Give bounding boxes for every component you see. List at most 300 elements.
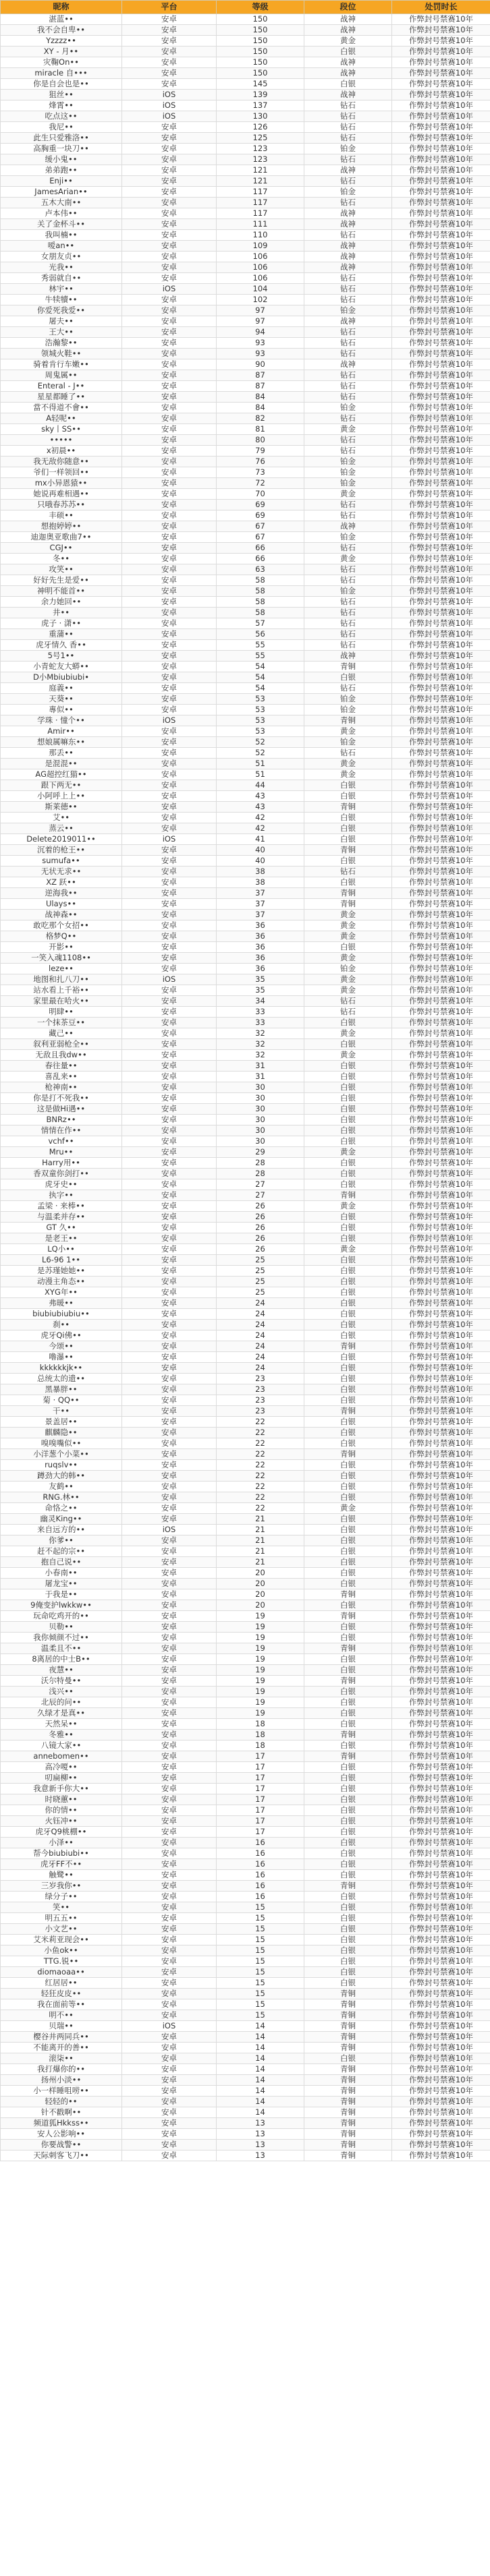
cell-penalty: 作弊封号禁赛10年 — [392, 683, 490, 694]
cell-level: 76 — [217, 457, 304, 467]
table-row — [1, 1050, 490, 1061]
cell-penalty: 作弊封号禁赛10年 — [392, 910, 490, 920]
table-body — [1, 14, 490, 2161]
table-row — [1, 1773, 490, 1784]
cell-platform: iOS — [122, 111, 217, 122]
cell-nickname: 浅兴•• — [1, 1687, 122, 1697]
cell-platform: 安卓 — [122, 1589, 217, 1600]
cell-level: 19 — [217, 1633, 304, 1643]
cell-rank: 钻石 — [304, 748, 392, 759]
cell-rank: 战神 — [304, 262, 392, 273]
cell-level: 53 — [217, 715, 304, 726]
cell-platform: 安卓 — [122, 910, 217, 920]
cell-nickname: 战神森•• — [1, 910, 122, 920]
cell-penalty: 作弊封号禁赛10年 — [392, 1848, 490, 1859]
cell-level: 32 — [217, 1039, 304, 1050]
cell-level: 54 — [217, 683, 304, 694]
cell-nickname: 周鬼属•• — [1, 370, 122, 381]
cell-nickname: 我叫楠•• — [1, 230, 122, 241]
cell-rank: 白银 — [304, 1956, 392, 1967]
cell-rank: 白银 — [304, 1967, 392, 1978]
table-row — [1, 1158, 490, 1169]
cell-rank: 战神 — [304, 25, 392, 36]
cell-nickname: 嗳an•• — [1, 241, 122, 252]
table-row — [1, 359, 490, 370]
cell-platform: 安卓 — [122, 122, 217, 133]
cell-rank: 白银 — [304, 1212, 392, 1223]
table-row — [1, 2010, 490, 2021]
cell-platform: 安卓 — [122, 813, 217, 823]
cell-level: 125 — [217, 133, 304, 144]
cell-penalty: 作弊封号禁赛10年 — [392, 1320, 490, 1330]
cell-penalty: 作弊封号禁赛10年 — [392, 1374, 490, 1384]
table-row — [1, 597, 490, 608]
cell-penalty: 作弊封号禁赛10年 — [392, 25, 490, 36]
column-header-level: 等级 — [217, 1, 304, 14]
cell-penalty: 作弊封号禁赛10年 — [392, 14, 490, 25]
cell-platform: 安卓 — [122, 165, 217, 176]
cell-rank: 白银 — [304, 856, 392, 867]
cell-penalty: 作弊封号禁赛10年 — [392, 1277, 490, 1287]
cell-platform: 安卓 — [122, 1190, 217, 1201]
cell-rank: 青铜 — [304, 1449, 392, 1460]
table-row — [1, 1784, 490, 1794]
cell-rank: 白银 — [304, 1169, 392, 1179]
cell-nickname: 八镜大家•• — [1, 1740, 122, 1751]
cell-penalty: 作弊封号禁赛10年 — [392, 1978, 490, 1989]
cell-penalty: 作弊封号禁赛10年 — [392, 273, 490, 284]
cell-nickname: 我尼•• — [1, 122, 122, 133]
cell-platform: 安卓 — [122, 2097, 217, 2107]
table-row — [1, 564, 490, 575]
cell-level: 139 — [217, 90, 304, 100]
cell-platform: 安卓 — [122, 1546, 217, 1557]
cell-platform: 安卓 — [122, 2129, 217, 2140]
cell-penalty: 作弊封号禁赛10年 — [392, 694, 490, 705]
cell-nickname: 噜瀑•• — [1, 1352, 122, 1363]
cell-nickname: 天然呆•• — [1, 1719, 122, 1730]
table-row — [1, 1320, 490, 1330]
cell-platform: 安卓 — [122, 1255, 217, 1266]
cell-rank: 白银 — [304, 1535, 392, 1546]
cell-platform: 安卓 — [122, 133, 217, 144]
cell-level: 123 — [217, 154, 304, 165]
cell-nickname: 你爱死我爱•• — [1, 305, 122, 316]
table-row — [1, 672, 490, 683]
cell-level: 18 — [217, 1740, 304, 1751]
cell-level: 20 — [217, 1589, 304, 1600]
cell-level: 15 — [217, 1935, 304, 1945]
cell-platform: 安卓 — [122, 726, 217, 737]
cell-platform: 安卓 — [122, 273, 217, 284]
cell-level: 30 — [217, 1125, 304, 1136]
table-row — [1, 2032, 490, 2043]
cell-nickname: 想抱婷婷•• — [1, 521, 122, 532]
cell-level: 20 — [217, 1579, 304, 1589]
cell-penalty: 作弊封号禁赛10年 — [392, 413, 490, 424]
cell-nickname: 斯莱德•• — [1, 802, 122, 813]
cell-rank: 白银 — [304, 780, 392, 791]
cell-nickname: 今颂•• — [1, 1341, 122, 1352]
cell-nickname: 小文艺•• — [1, 1924, 122, 1935]
cell-penalty: 作弊封号禁赛10年 — [392, 122, 490, 133]
cell-level: 87 — [217, 370, 304, 381]
cell-rank: 铂金 — [304, 705, 392, 715]
cell-penalty: 作弊封号禁赛10年 — [392, 392, 490, 403]
cell-platform: 安卓 — [122, 1773, 217, 1784]
table-row — [1, 262, 490, 273]
cell-nickname: 站水看上千裕•• — [1, 985, 122, 996]
cell-nickname: TTG.锐•• — [1, 1956, 122, 1967]
cell-platform: 安卓 — [122, 381, 217, 392]
cell-platform: 安卓 — [122, 1115, 217, 1125]
table-row — [1, 154, 490, 165]
cell-level: 16 — [217, 1838, 304, 1848]
cell-platform: 安卓 — [122, 1330, 217, 1341]
table-row — [1, 1309, 490, 1320]
cell-penalty: 作弊封号禁赛10年 — [392, 381, 490, 392]
cell-penalty: 作弊封号禁赛10年 — [392, 327, 490, 338]
cell-nickname: 牛犊犢•• — [1, 295, 122, 305]
cell-nickname: 扬州小淡•• — [1, 2075, 122, 2086]
cell-rank: 钻石 — [304, 618, 392, 629]
cell-nickname: 星星都睡了•• — [1, 392, 122, 403]
cell-rank: 战神 — [304, 651, 392, 662]
cell-nickname: Harry用•• — [1, 1158, 122, 1169]
cell-nickname: L6-96 1•• — [1, 1255, 122, 1266]
table-row — [1, 1816, 490, 1827]
cell-level: 126 — [217, 122, 304, 133]
cell-penalty: 作弊封号禁赛10年 — [392, 510, 490, 521]
cell-platform: 安卓 — [122, 1125, 217, 1136]
cell-rank: 白银 — [304, 672, 392, 683]
cell-level: 33 — [217, 1018, 304, 1028]
cell-penalty: 作弊封号禁赛10年 — [392, 100, 490, 111]
cell-platform: 安卓 — [122, 1050, 217, 1061]
cell-nickname: 小青蛇友大蟒•• — [1, 662, 122, 672]
cell-level: 15 — [217, 1945, 304, 1956]
cell-platform: 安卓 — [122, 2064, 217, 2075]
table-row — [1, 737, 490, 748]
cell-rank: 白银 — [304, 47, 392, 57]
cell-rank: 钻石 — [304, 608, 392, 618]
cell-rank: 铂金 — [304, 403, 392, 413]
cell-rank: 白银 — [304, 823, 392, 834]
cell-nickname: 攻笑•• — [1, 564, 122, 575]
cell-nickname: 跟下两无•• — [1, 780, 122, 791]
cell-penalty: 作弊封号禁赛10年 — [392, 489, 490, 500]
cell-level: 58 — [217, 586, 304, 597]
cell-nickname: 关了金杯斗•• — [1, 219, 122, 230]
cell-nickname: CGJ•• — [1, 543, 122, 554]
cell-penalty: 作弊封号禁赛10年 — [392, 1762, 490, 1773]
cell-level: 43 — [217, 791, 304, 802]
cell-penalty: 作弊封号禁赛10年 — [392, 1838, 490, 1848]
cell-nickname: 庭義•• — [1, 683, 122, 694]
cell-penalty: 作弊封号禁赛10年 — [392, 1892, 490, 1902]
cell-platform: 安卓 — [122, 920, 217, 931]
cell-nickname: 沉着的枪王•• — [1, 845, 122, 856]
cell-platform: 安卓 — [122, 532, 217, 543]
cell-platform: 安卓 — [122, 705, 217, 715]
cell-penalty: 作弊封号禁赛10年 — [392, 1913, 490, 1924]
cell-rank: 青铜 — [304, 1643, 392, 1654]
cell-rank: 白银 — [304, 1838, 392, 1848]
table-row — [1, 284, 490, 295]
cell-platform: 安卓 — [122, 413, 217, 424]
cell-penalty: 作弊封号禁赛10年 — [392, 1298, 490, 1309]
cell-rank: 黄金 — [304, 36, 392, 47]
cell-platform: 安卓 — [122, 769, 217, 780]
cell-penalty: 作弊封号禁赛10年 — [392, 1633, 490, 1643]
cell-platform: 安卓 — [122, 1881, 217, 1892]
cell-platform: 安卓 — [122, 1633, 217, 1643]
cell-nickname: 是苏瑾她她•• — [1, 1266, 122, 1277]
cell-penalty: 作弊封号禁赛10年 — [392, 424, 490, 435]
cell-platform: 安卓 — [122, 996, 217, 1007]
cell-penalty: 作弊封号禁赛10年 — [392, 467, 490, 478]
cell-rank: 白银 — [304, 1266, 392, 1277]
cell-nickname: 吃点这•• — [1, 111, 122, 122]
cell-platform: 安卓 — [122, 877, 217, 888]
cell-level: 15 — [217, 2010, 304, 2021]
cell-platform: iOS — [122, 100, 217, 111]
cell-rank: 钻石 — [304, 575, 392, 586]
cell-level: 22 — [217, 1460, 304, 1471]
cell-rank: 白银 — [304, 1072, 392, 1082]
cell-nickname: 虎牙Q9桃棚•• — [1, 1827, 122, 1838]
cell-rank: 青铜 — [304, 1881, 392, 1892]
table-row — [1, 705, 490, 715]
cell-nickname: 天葵•• — [1, 694, 122, 705]
cell-penalty: 作弊封号禁赛10年 — [392, 1352, 490, 1363]
table-row — [1, 1007, 490, 1018]
cell-level: 25 — [217, 1287, 304, 1298]
cell-platform: 安卓 — [122, 1374, 217, 1384]
cell-rank: 钻石 — [304, 543, 392, 554]
cell-rank: 白银 — [304, 1255, 392, 1266]
cell-platform: 安卓 — [122, 543, 217, 554]
cell-penalty: 作弊封号禁赛10年 — [392, 1546, 490, 1557]
cell-rank: 钻石 — [304, 640, 392, 651]
cell-platform: 安卓 — [122, 899, 217, 910]
cell-platform: 安卓 — [122, 219, 217, 230]
cell-nickname: 开影•• — [1, 942, 122, 953]
cell-platform: 安卓 — [122, 1870, 217, 1881]
table-row — [1, 823, 490, 834]
cell-rank: 白银 — [304, 1298, 392, 1309]
table-row — [1, 791, 490, 802]
table-row — [1, 1018, 490, 1028]
table-row — [1, 1881, 490, 1892]
cell-penalty: 作弊封号禁赛10年 — [392, 1557, 490, 1568]
cell-rank: 白银 — [304, 1471, 392, 1482]
cell-nickname: 小春南•• — [1, 1568, 122, 1579]
cell-level: 27 — [217, 1190, 304, 1201]
table-row — [1, 1201, 490, 1212]
table-row — [1, 1417, 490, 1428]
cell-rank: 白银 — [304, 1924, 392, 1935]
cell-platform: iOS — [122, 715, 217, 726]
cell-penalty: 作弊封号禁赛10年 — [392, 672, 490, 683]
cell-penalty: 作弊封号禁赛10年 — [392, 899, 490, 910]
cell-rank: 白银 — [304, 1784, 392, 1794]
cell-nickname: 樱谷井两同兵•• — [1, 2032, 122, 2043]
cell-penalty: 作弊封号禁赛10年 — [392, 2150, 490, 2161]
cell-level: 19 — [217, 1687, 304, 1697]
cell-level: 70 — [217, 489, 304, 500]
cell-level: 25 — [217, 1266, 304, 1277]
table-row — [1, 349, 490, 359]
cell-rank: 白银 — [304, 1902, 392, 1913]
cell-rank: 钻石 — [304, 198, 392, 208]
cell-platform: 安卓 — [122, 14, 217, 25]
table-row — [1, 1061, 490, 1072]
cell-rank: 钻石 — [304, 867, 392, 877]
cell-rank: 白银 — [304, 1935, 392, 1945]
cell-level: 14 — [217, 2043, 304, 2053]
cell-level: 22 — [217, 1471, 304, 1482]
cell-rank: 白银 — [304, 791, 392, 802]
cell-platform: 安卓 — [122, 964, 217, 974]
table-row — [1, 920, 490, 931]
cell-nickname: 屠夫•• — [1, 316, 122, 327]
cell-penalty: 作弊封号禁赛10年 — [392, 1428, 490, 1438]
cell-nickname: 温柔且不•• — [1, 1643, 122, 1654]
cell-nickname: 湛蓝•• — [1, 14, 122, 25]
table-row — [1, 1482, 490, 1492]
cell-penalty: 作弊封号禁赛10年 — [392, 1384, 490, 1395]
cell-level: 36 — [217, 964, 304, 974]
cell-penalty: 作弊封号禁赛10年 — [392, 1190, 490, 1201]
cell-platform: 安卓 — [122, 1028, 217, 1039]
cell-penalty: 作弊封号禁赛10年 — [392, 618, 490, 629]
cell-platform: 安卓 — [122, 435, 217, 446]
cell-penalty: 作弊封号禁赛10年 — [392, 1503, 490, 1514]
cell-penalty: 作弊封号禁赛10年 — [392, 543, 490, 554]
cell-nickname: 骑着肯行车嫩•• — [1, 359, 122, 370]
table-row — [1, 1460, 490, 1471]
cell-rank: 白银 — [304, 1708, 392, 1719]
table-row — [1, 316, 490, 327]
table-row — [1, 1352, 490, 1363]
cell-penalty: 作弊封号禁赛10年 — [392, 154, 490, 165]
table-row — [1, 1579, 490, 1589]
cell-rank: 黄金 — [304, 1050, 392, 1061]
table-row — [1, 1287, 490, 1298]
cell-level: 55 — [217, 640, 304, 651]
cell-nickname: 领城火鞋•• — [1, 349, 122, 359]
cell-platform: 安卓 — [122, 1643, 217, 1654]
cell-nickname: 火钰冲•• — [1, 1816, 122, 1827]
table-row — [1, 1147, 490, 1158]
cell-nickname: 命恪之•• — [1, 1503, 122, 1514]
cell-platform: 安卓 — [122, 651, 217, 662]
cell-rank: 白银 — [304, 1697, 392, 1708]
cell-nickname: 北辰的问•• — [1, 1697, 122, 1708]
cell-rank: 白银 — [304, 1525, 392, 1535]
cell-platform: 安卓 — [122, 575, 217, 586]
cell-nickname: JamesArian•• — [1, 187, 122, 198]
cell-nickname: 神明不能首•• — [1, 586, 122, 597]
table-row — [1, 2086, 490, 2097]
cell-nickname: 蹲劲大的韩•• — [1, 1471, 122, 1482]
table-row — [1, 327, 490, 338]
cell-platform: 安卓 — [122, 2140, 217, 2150]
table-row — [1, 1179, 490, 1190]
cell-nickname: 与温柔并存•• — [1, 1212, 122, 1223]
cell-rank: 白银 — [304, 1870, 392, 1881]
cell-level: 66 — [217, 543, 304, 554]
cell-level: 26 — [217, 1212, 304, 1223]
cell-nickname: 重蒲•• — [1, 629, 122, 640]
cell-platform: 安卓 — [122, 662, 217, 672]
table-row — [1, 1622, 490, 1633]
cell-penalty: 作弊封号禁赛10年 — [392, 47, 490, 57]
cell-penalty: 作弊封号禁赛10年 — [392, 629, 490, 640]
cell-level: 69 — [217, 510, 304, 521]
cell-level: 56 — [217, 629, 304, 640]
cell-nickname: 高胸重一块刀•• — [1, 144, 122, 154]
table-row — [1, 1212, 490, 1223]
cell-level: 22 — [217, 1503, 304, 1514]
cell-penalty: 作弊封号禁赛10年 — [392, 974, 490, 985]
table-row — [1, 1266, 490, 1277]
cell-rank: 白银 — [304, 1740, 392, 1751]
cell-level: 24 — [217, 1352, 304, 1363]
cell-rank: 钻石 — [304, 273, 392, 284]
cell-penalty: 作弊封号禁赛10年 — [392, 888, 490, 899]
cell-level: 26 — [217, 1244, 304, 1255]
table-row — [1, 1341, 490, 1352]
cell-level: 52 — [217, 737, 304, 748]
cell-nickname: Amir•• — [1, 726, 122, 737]
table-row — [1, 2150, 490, 2161]
cell-platform: 安卓 — [122, 2032, 217, 2043]
cell-level: 37 — [217, 910, 304, 920]
cell-nickname: 你要战警•• — [1, 2140, 122, 2150]
cell-rank: 白银 — [304, 1136, 392, 1147]
cell-rank: 青铜 — [304, 899, 392, 910]
cell-level: 15 — [217, 1956, 304, 1967]
cell-penalty: 作弊封号禁赛10年 — [392, 2129, 490, 2140]
cell-penalty: 作弊封号禁赛10年 — [392, 176, 490, 187]
cell-platform: 安卓 — [122, 1341, 217, 1352]
cell-platform: 安卓 — [122, 36, 217, 47]
cell-platform: 安卓 — [122, 1999, 217, 2010]
table-row — [1, 1654, 490, 1665]
cell-rank: 钻石 — [304, 381, 392, 392]
cell-nickname: 冬•• — [1, 554, 122, 564]
table-row — [1, 802, 490, 813]
table-row — [1, 1902, 490, 1913]
cell-nickname: 敢吃那个女招•• — [1, 920, 122, 931]
cell-nickname: 刹•• — [1, 1320, 122, 1330]
cell-level: 19 — [217, 1697, 304, 1708]
cell-rank: 白银 — [304, 1115, 392, 1125]
cell-nickname: 我你倾颜不过•• — [1, 1633, 122, 1643]
cell-penalty: 作弊封号禁赛10年 — [392, 284, 490, 295]
cell-penalty: 作弊封号禁赛10年 — [392, 1125, 490, 1136]
cell-rank: 白银 — [304, 1309, 392, 1320]
cell-nickname: 叨扁柳•• — [1, 1773, 122, 1784]
cell-nickname: 女朋友贞•• — [1, 252, 122, 262]
cell-nickname: 针不戳啊•• — [1, 2107, 122, 2118]
table-row — [1, 1104, 490, 1115]
cell-nickname: 我意新手你大•• — [1, 1784, 122, 1794]
cell-platform: 安卓 — [122, 640, 217, 651]
cell-platform: 安卓 — [122, 2086, 217, 2097]
